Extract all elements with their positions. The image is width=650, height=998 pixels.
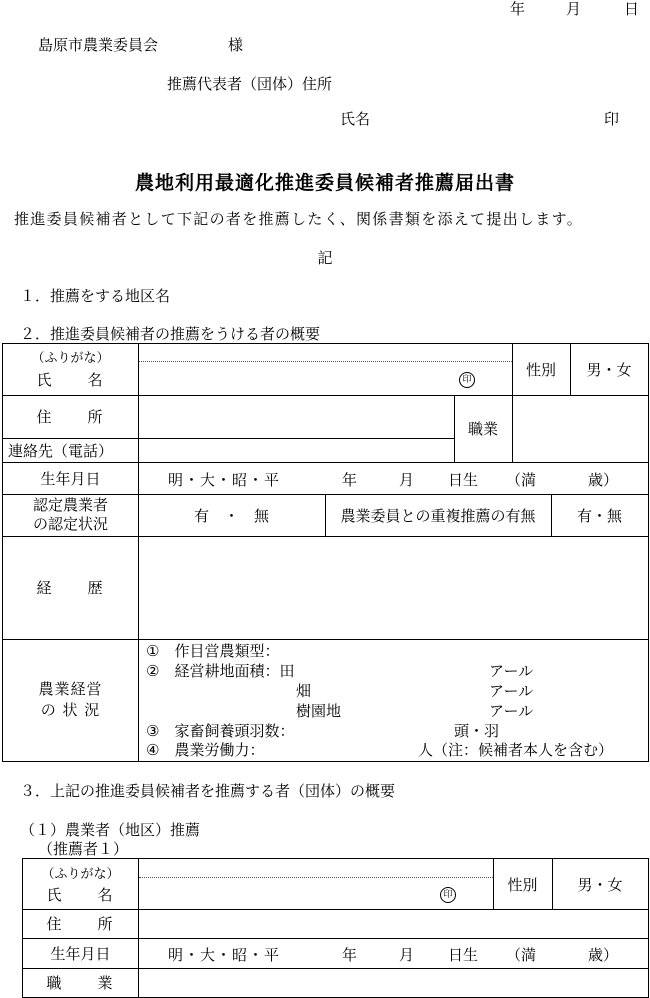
cert-label-line1: 認定農業者 <box>32 496 108 514</box>
intro-text: 推進委員候補者として下記の者を推薦したく、関係書類を添えて提出します。 <box>14 210 584 228</box>
are-unit-1: アール <box>489 662 534 680</box>
date-month: 月 <box>566 0 582 18</box>
r-occupation-label: 職 業 <box>46 974 115 992</box>
subsection-1-heading: （１）農業者（地区）推薦 <box>20 821 201 839</box>
birth-year: 年 <box>342 471 358 489</box>
r-birth-year: 年 <box>342 946 358 964</box>
cert-value: 有 ・ 無 <box>193 506 269 525</box>
document-title: 農地利用最適化推進委員候補者推薦届出書 <box>134 172 515 194</box>
birth-age-open: （満 <box>506 471 537 489</box>
honorific: 様 <box>228 36 244 54</box>
duplicate-value: 有・無 <box>576 506 622 525</box>
gender-value: 男・女 <box>586 361 632 379</box>
cert-label-line2: の認定状況 <box>32 515 108 533</box>
section-1-heading: １．推薦をする地区名 <box>20 287 171 305</box>
address-label: 住 所 <box>36 408 105 426</box>
farm-area-orchard: 樹園地 <box>296 702 342 720</box>
occupation-label: 職業 <box>467 420 498 438</box>
r-birth-eras: 明・大・昭・平 <box>168 946 281 964</box>
addressee: 島原市農業委員会 <box>38 36 159 54</box>
gender-label: 性別 <box>525 361 556 379</box>
farm-item-livestock: ③ 家畜飼養頭羽数： <box>146 722 295 740</box>
ki-mark: 記 <box>317 249 333 267</box>
r-gender-label: 性別 <box>507 875 538 894</box>
farm-item-area-paddy: ② 経営耕地面積：田 <box>146 662 295 680</box>
date-year: 年 <box>510 0 526 18</box>
r-seal-mark: 印 <box>440 887 456 903</box>
birth-age-close: 歳） <box>588 471 619 489</box>
name-label: 氏 名 <box>36 370 105 389</box>
r-gender-value: 男・女 <box>577 875 623 894</box>
recommender-table <box>22 858 649 998</box>
career-label: 経 歴 <box>36 579 105 597</box>
farm-area-field: 畑 <box>296 682 312 700</box>
recommender-seal: 印 <box>604 110 620 128</box>
section-2-heading: ２．推進委員候補者の推薦をうける者の概要 <box>20 325 321 343</box>
r-birth-label: 生年月日 <box>50 944 111 963</box>
furigana-label: （ふりがな） <box>31 350 110 366</box>
are-unit-2: アール <box>489 682 534 700</box>
livestock-unit: 頭・羽 <box>454 722 500 740</box>
birth-eras: 明・大・昭・平 <box>168 471 281 489</box>
r-birth-day: 日生 <box>448 946 479 964</box>
duplicate-label: 農業委員との重複推薦の有無 <box>340 506 536 525</box>
candidate-table <box>2 343 649 762</box>
r-furigana-label: （ふりがな） <box>41 866 120 882</box>
r-birth-month: 月 <box>399 946 415 964</box>
birth-day: 日生 <box>448 471 479 489</box>
farm-status-label-line2: の 状 況 <box>40 701 101 719</box>
cert-label <box>3 494 138 536</box>
birth-month: 月 <box>399 471 415 489</box>
farm-status-label <box>3 639 138 761</box>
candidate-seal-mark: 印 <box>459 372 475 388</box>
date-day: 日 <box>624 0 640 18</box>
birth-label: 生年月日 <box>40 469 101 488</box>
farm-item-labor: ④ 農業労働力： <box>146 741 265 759</box>
are-unit-3: アール <box>489 702 534 720</box>
recommender-name-label: 氏名 <box>340 110 371 128</box>
contact-label: 連絡先（電話） <box>8 441 114 460</box>
farm-item-type: ① 作目営農類型： <box>146 642 280 660</box>
r-birth-age-close: 歳） <box>588 946 619 964</box>
farm-status-label-line1: 農業経営 <box>38 680 103 698</box>
r-address-label: 住 所 <box>46 915 115 933</box>
r-birth-age-open: （満 <box>506 946 537 964</box>
r-name-label: 氏 名 <box>46 885 115 904</box>
labor-note: 人（注：候補者本人を含む） <box>418 741 614 759</box>
recommender-1-label: （推薦者１） <box>38 840 129 858</box>
section-3-heading: ３．上記の推進委員候補者を推薦する者（団体）の概要 <box>20 782 396 800</box>
recommender-address-label: 推薦代表者（団体）住所 <box>167 75 333 93</box>
